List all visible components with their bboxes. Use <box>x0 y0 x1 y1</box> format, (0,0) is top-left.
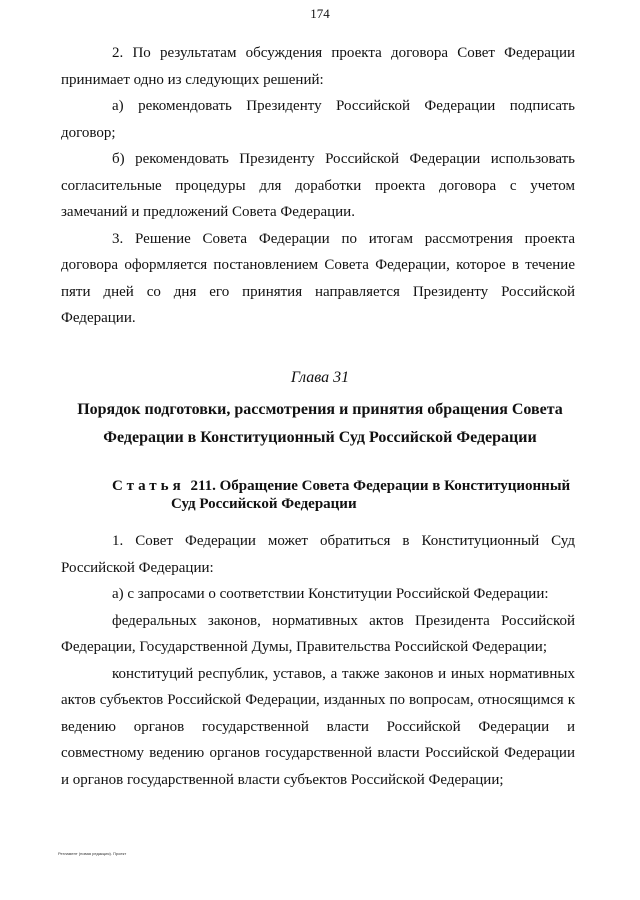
article-label: Статья <box>112 478 185 494</box>
paragraph-2a: а) рекомендовать Президенту Российской Федерации подписать договор; <box>61 98 575 141</box>
paragraph-federal-laws: федеральных законов, нормативных актов Президента Российской Федерации, Государственной Думы, Правительства Российской Федерации; <box>61 612 575 655</box>
page-number: 174 <box>310 6 330 21</box>
paragraph-2: 2. По результатам обсуждения проекта договора Совет Федерации принимает одно из следующих решений: <box>61 45 575 88</box>
paragraph-constitutions: конституций республик, уставов, а также законов и иных нормативных актов субъектов Российской Федерации, изданных по вопросам, относящимся к ведению органов государственной власти Российской Федерации и совместному ведению органов государственной власти Российской Федерации и органов государственной власти субъектов Российской Федерации; <box>61 665 575 788</box>
paragraph-2b: б) рекомендовать Президенту Российской Федерации использовать согласительные процедуры для доработки проекта договора с учетом замечаний и предложений Совета Федерации. <box>61 151 575 220</box>
top-text-block <box>61 40 575 332</box>
footer-note: Регламент (новая редакция). Проект <box>58 851 127 856</box>
article-heading-line2: Суд Российской Федерации <box>171 496 357 512</box>
article-heading <box>112 477 582 513</box>
paragraph-1a: а) с запросами о соответствии Конституции Российской Федерации: <box>112 586 549 602</box>
bottom-text-block <box>61 528 575 793</box>
chapter-label: Глава 31 <box>290 369 350 386</box>
paragraph-3: 3. Решение Совета Федерации по итогам рассмотрения проекта договора оформляется постановлением Совета Федерации, которое в течение пяти дней со дня его принятия направляется Президенту Российской Федерации. <box>61 230 575 326</box>
chapter-title: Порядок подготовки, рассмотрения и принятия обращения Совета Федерации в Конституционный Суд Российской Федерации <box>77 401 563 446</box>
article-heading-line1: 211. Обращение Совета Федерации в Конституционный <box>190 478 571 494</box>
paragraph-1: 1. Совет Федерации может обратиться в Конституционный Суд Российской Федерации: <box>61 533 575 576</box>
